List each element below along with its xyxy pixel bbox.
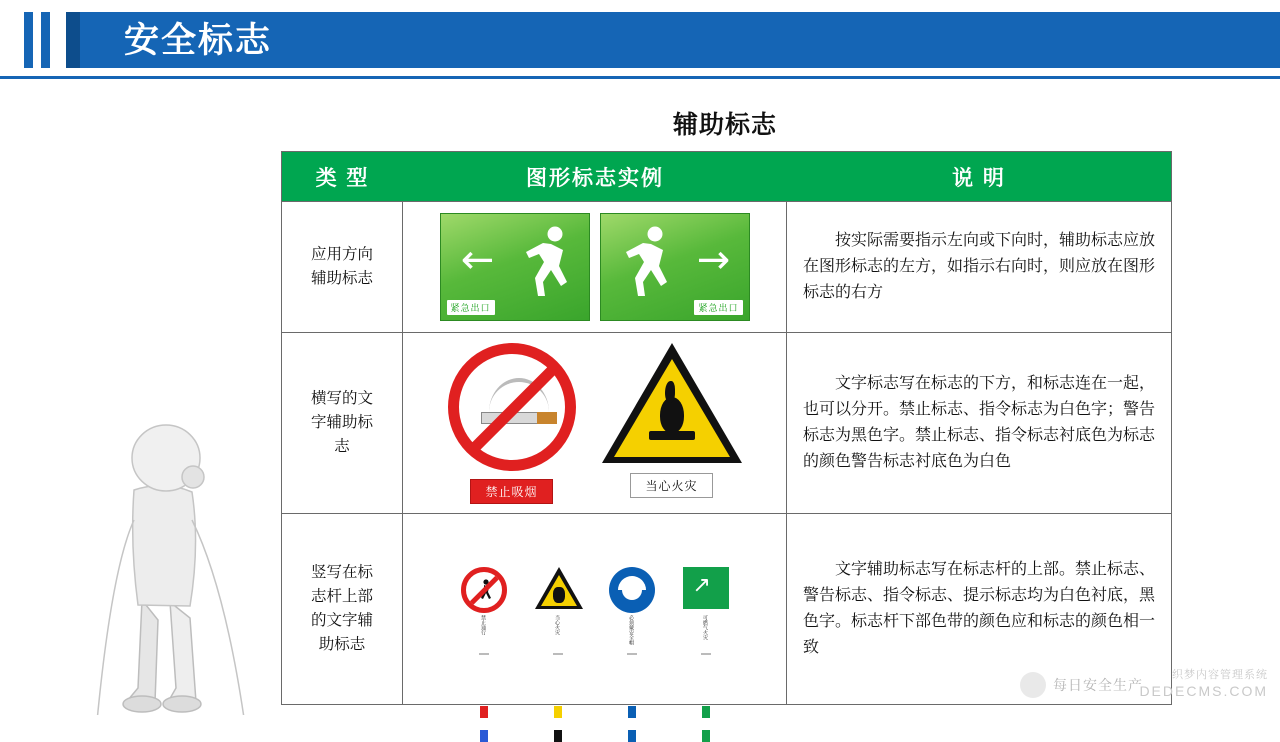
- fire-warning-icon: [602, 343, 742, 465]
- row2-sign-group: [448, 343, 742, 504]
- pole-fire-exit: [677, 567, 735, 655]
- row1-type-cell: [282, 202, 403, 332]
- pole-band-blue: [480, 730, 488, 742]
- flame-icon: [660, 397, 684, 433]
- flame-glyph: [553, 587, 565, 603]
- pole-fire-exit-text: 可燃气火灾: [702, 615, 708, 640]
- pole-band-red: [480, 706, 488, 718]
- no-passage-icon: [461, 567, 507, 613]
- row3-description-text: 文字辅助标志写在标志杆的上部。禁止标志、警告标志、指令标志、提示标志均为白色衬底，黑色字。标志杆下部色带的颜色应和标志的颜色相一致: [803, 561, 1156, 656]
- exit-sign-group: [440, 213, 750, 321]
- header-left-white-block: [0, 12, 24, 68]
- pole-no-passage: [455, 567, 513, 655]
- sign-pole: [627, 653, 637, 655]
- helmet-shape: [618, 576, 646, 590]
- table-row: [282, 201, 1171, 332]
- prohibition-circle: [461, 567, 507, 613]
- row1-description-text: 按实际需要指示左向或下向时，辅助标志应放在图形标志的左方，如指示右向时，则应放在图形标志的右方: [803, 232, 1156, 301]
- section-title: 辅助标志: [672, 111, 777, 139]
- pole-band-blue-2: [628, 730, 636, 742]
- row3-type-cell: [282, 514, 403, 704]
- header-tick-gap-1: [33, 12, 41, 68]
- fire-exit-icon: [683, 567, 729, 613]
- header-tick-2: [41, 12, 50, 68]
- pole-band-blue: [628, 706, 636, 718]
- no-smoking-caption: 禁止吸烟: [470, 479, 552, 504]
- pole-warning-fire-text: 当心火灾: [554, 615, 560, 635]
- arrow-left-icon: ←: [460, 237, 495, 283]
- fire-warning-caption: 当心火灾: [630, 473, 712, 498]
- row3-type-line3: 的文字辅: [310, 612, 373, 629]
- row1-type-line2: 辅助标志: [310, 270, 373, 287]
- pole-no-passage-text: 禁止通行: [480, 615, 486, 635]
- row2-type-line1: 横写的文: [310, 389, 373, 407]
- row1-type-line1: 应用方向: [310, 245, 373, 263]
- exit-label-left: 紧急出口: [447, 300, 495, 315]
- header-accent-block: [66, 12, 80, 68]
- pole-band-green: [702, 706, 710, 718]
- mandatory-circle: [609, 567, 655, 613]
- header-tick-gap-2: [50, 12, 66, 68]
- row2-type-line2: 字辅助标: [310, 413, 373, 431]
- emergency-exit-left-sign: [440, 213, 590, 321]
- wechat-logo-icon: [1020, 672, 1046, 698]
- sign-pole: [553, 653, 563, 655]
- row3-example-cell: [403, 514, 787, 704]
- flame-base: [649, 431, 695, 440]
- header-underline: [0, 76, 1280, 79]
- wechat-watermark: [1020, 672, 1143, 698]
- site-watermark-line2: DEDECMS.COM: [1139, 682, 1268, 699]
- page-title: 安全标志: [124, 21, 273, 60]
- row2-type-line3: 志: [334, 438, 350, 455]
- row1-example-cell: [403, 202, 787, 332]
- site-watermark: [1139, 669, 1268, 700]
- row2-example-cell: [403, 333, 787, 513]
- signs-table: [281, 151, 1172, 705]
- running-person-icon: [515, 224, 577, 302]
- warning-fire-icon: [535, 567, 581, 613]
- column-header-example: 图形标志实例: [526, 166, 664, 190]
- no-smoking-icon: [448, 343, 576, 471]
- exit-label-right: 紧急出口: [694, 300, 742, 315]
- pole-band-green-2: [702, 730, 710, 742]
- row3-type-line2: 志杆上部: [310, 587, 373, 605]
- row1-description-cell: [787, 202, 1170, 332]
- pole-sign-group: [455, 563, 735, 655]
- column-header-description: 说 明: [952, 166, 1006, 190]
- wechat-watermark-text: 每日安全生产: [1053, 677, 1143, 693]
- pole-warning-fire: [529, 567, 587, 655]
- row2-type-cell: [282, 333, 403, 513]
- arrow-up-right-icon: ↗: [692, 573, 711, 598]
- pole-must-wear-helmet: [603, 567, 661, 655]
- column-header-type: 类 型: [315, 166, 370, 190]
- slide-header: [0, 0, 1280, 78]
- row2-description-cell: [787, 333, 1170, 513]
- arrow-right-icon: →: [696, 237, 731, 283]
- header-tick-1: [24, 12, 33, 68]
- pole-band-black: [554, 730, 562, 742]
- site-watermark-line1: 织梦内容管理系统: [1172, 668, 1268, 681]
- table-header-row: [282, 152, 1171, 201]
- person-with-map-illustration: [30, 370, 265, 715]
- information-square: [683, 567, 729, 609]
- sign-pole: [479, 653, 489, 655]
- running-person-icon-2: [615, 224, 677, 302]
- row3-type-line1: 竖写在标: [310, 563, 373, 581]
- emergency-exit-right-sign: [600, 213, 750, 321]
- helmet-icon: [609, 567, 655, 613]
- pole-band-yellow: [554, 706, 562, 718]
- table-row: [282, 332, 1171, 513]
- pole-helmet-text: 必须戴安全帽: [628, 615, 634, 645]
- warning-triangle: [535, 567, 583, 609]
- row2-description-text: 文字标志写在标志的下方，和标志连在一起，也可以分开。禁止标志、指令标志为白色字；警告标志为黑色字。禁止标志、指令标志衬底色为标志的颜色警告标志衬底色为白色: [803, 375, 1156, 470]
- fire-warning-sign: [602, 343, 742, 498]
- row3-type-line4: 助标志: [318, 636, 366, 654]
- sign-pole: [701, 653, 711, 655]
- no-smoking-sign: [448, 343, 576, 504]
